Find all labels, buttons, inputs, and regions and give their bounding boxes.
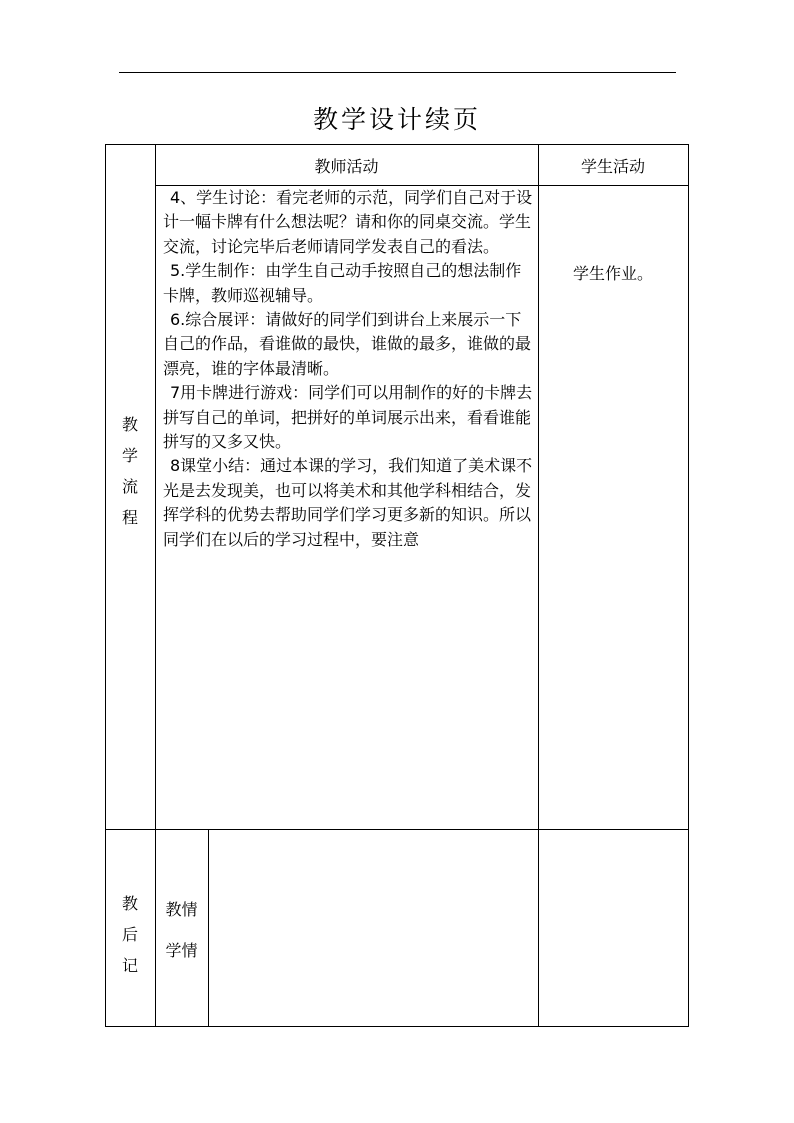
student-activity-content: 学生作业。 <box>572 264 653 283</box>
sub-label-divider <box>208 829 209 1027</box>
sub-label-learning: 学情 <box>165 941 198 960</box>
section-label-teaching-process <box>105 409 155 533</box>
teacher-activity-content <box>163 186 535 552</box>
table-border-right <box>688 144 689 1027</box>
label-char: 教 <box>121 415 138 434</box>
label-char: 记 <box>121 956 138 975</box>
teacher-paragraph: 4、学生讨论：看完老师的示范，同学们自己对于设计一幅卡牌有什么想法呢？请和你的同桌交流。学生交流，讨论完毕后老师请同学发表自己的看法。 <box>163 188 533 256</box>
label-char: 教 <box>121 894 138 913</box>
header-teacher-activity: 教师活动 <box>314 157 379 176</box>
page-title: 教学设计续页 <box>312 105 481 134</box>
section-divider <box>105 829 689 830</box>
label-char: 程 <box>121 508 138 527</box>
label-column-divider <box>155 144 156 1027</box>
teacher-paragraph: 8课堂小结：通过本课的学习，我们知道了美术课不光是去发现美，也可以将美术和其他学科相结合，发挥学科的优势去帮助同学们学习更多新的知识。所以同学们在以后的学习过程中，要注意 <box>163 456 533 549</box>
header-rule <box>119 72 676 73</box>
teacher-paragraph: 7用卡牌进行游戏：同学们可以用制作的好的卡牌去拼写自己的单词，把拼好的单词展示出来，看看谁能拼写的又多又快。 <box>163 383 533 452</box>
sub-label-teaching: 教情 <box>165 900 198 919</box>
section-label-post-lesson-notes <box>105 888 155 981</box>
teacher-paragraph: 5.学生制作：由学生自己动手按照自己的想法制作卡牌，教师巡视辅导。 <box>163 261 522 305</box>
table-border-bottom <box>105 1026 689 1027</box>
label-char: 后 <box>121 925 138 944</box>
teacher-paragraph: 6.综合展评：请做好的同学们到讲台上来展示一下自己的作品，看谁做的最快，谁做的最多，谁做的最漂亮，谁的字体最清晰。 <box>163 310 532 378</box>
table-border-top <box>105 144 689 145</box>
header-student-activity: 学生活动 <box>580 157 645 176</box>
label-char: 流 <box>121 477 138 496</box>
label-char: 学 <box>121 446 138 465</box>
